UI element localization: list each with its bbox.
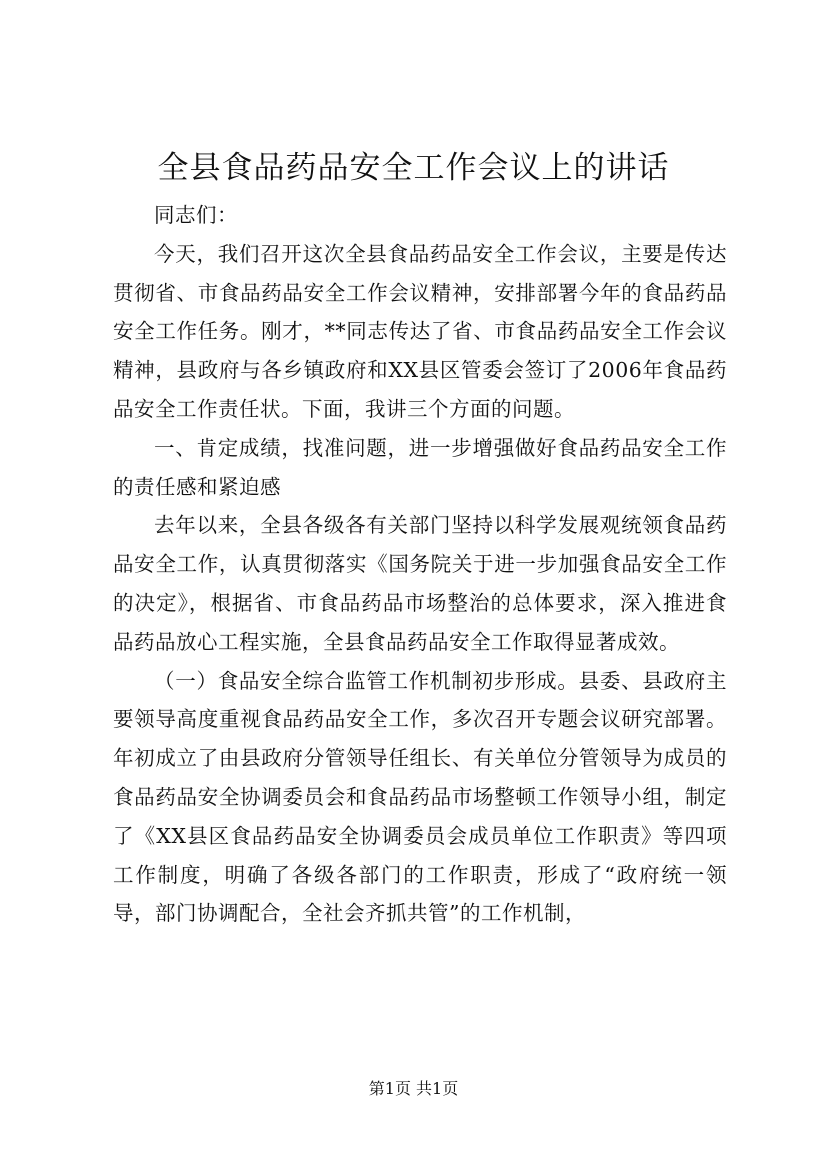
mechanism-paragraph: （一）食品安全综合监管工作机制初步形成。县委、县政府主要领导高度重视食品药品安全工作，多次召开专题会议研究部署。年初成立了由县政府分管领导任组长、有关单位分管领导为成员的食品药品安全协调委员会和食品药品市场整顿工作领导小组，制定了《XX县区食品药品安全协调委员会成员单位工作职责》等四项工作制度，明确了各级各部门的工作职责，形成了“政府统一领导，部门协调配合，全社会齐抓共管”的工作机制， [113, 668, 727, 926]
document-body [113, 196, 727, 933]
document-title: 全县食品药品安全工作会议上的讲话 [157, 150, 670, 186]
achievements-paragraph: 去年以来，全县各级各有关部门坚持以科学发展观统领食品药品安全工作，认真贯彻落实《国务院关于进一步加强食品安全工作的决定》，根据省、市食品药品市场整治的总体要求，深入推进食品药品放心工程实施，全县食品药品安全工作取得显著成效。 [113, 513, 727, 654]
section-heading-paragraph: 一、肯定成绩，找准问题，进一步增强做好食品药品安全工作的责任感和紧迫感 [113, 435, 727, 499]
page-footer: 第1页 共1页 [368, 1079, 459, 1098]
salutation-paragraph: 同志们： [154, 203, 238, 227]
intro-paragraph: 今天，我们召开这次全县食品药品安全工作会议，主要是传达贯彻省、市食品药品安全工作会议精神，安排部署今年的食品药品安全工作任务。刚才，**同志传达了省、市食品药品安全工作会议精神，县政府与各乡镇政府和XX县区管委会签订了2006年食品药品安全工作责任状。下面，我讲三个方面的问题。 [113, 241, 727, 421]
